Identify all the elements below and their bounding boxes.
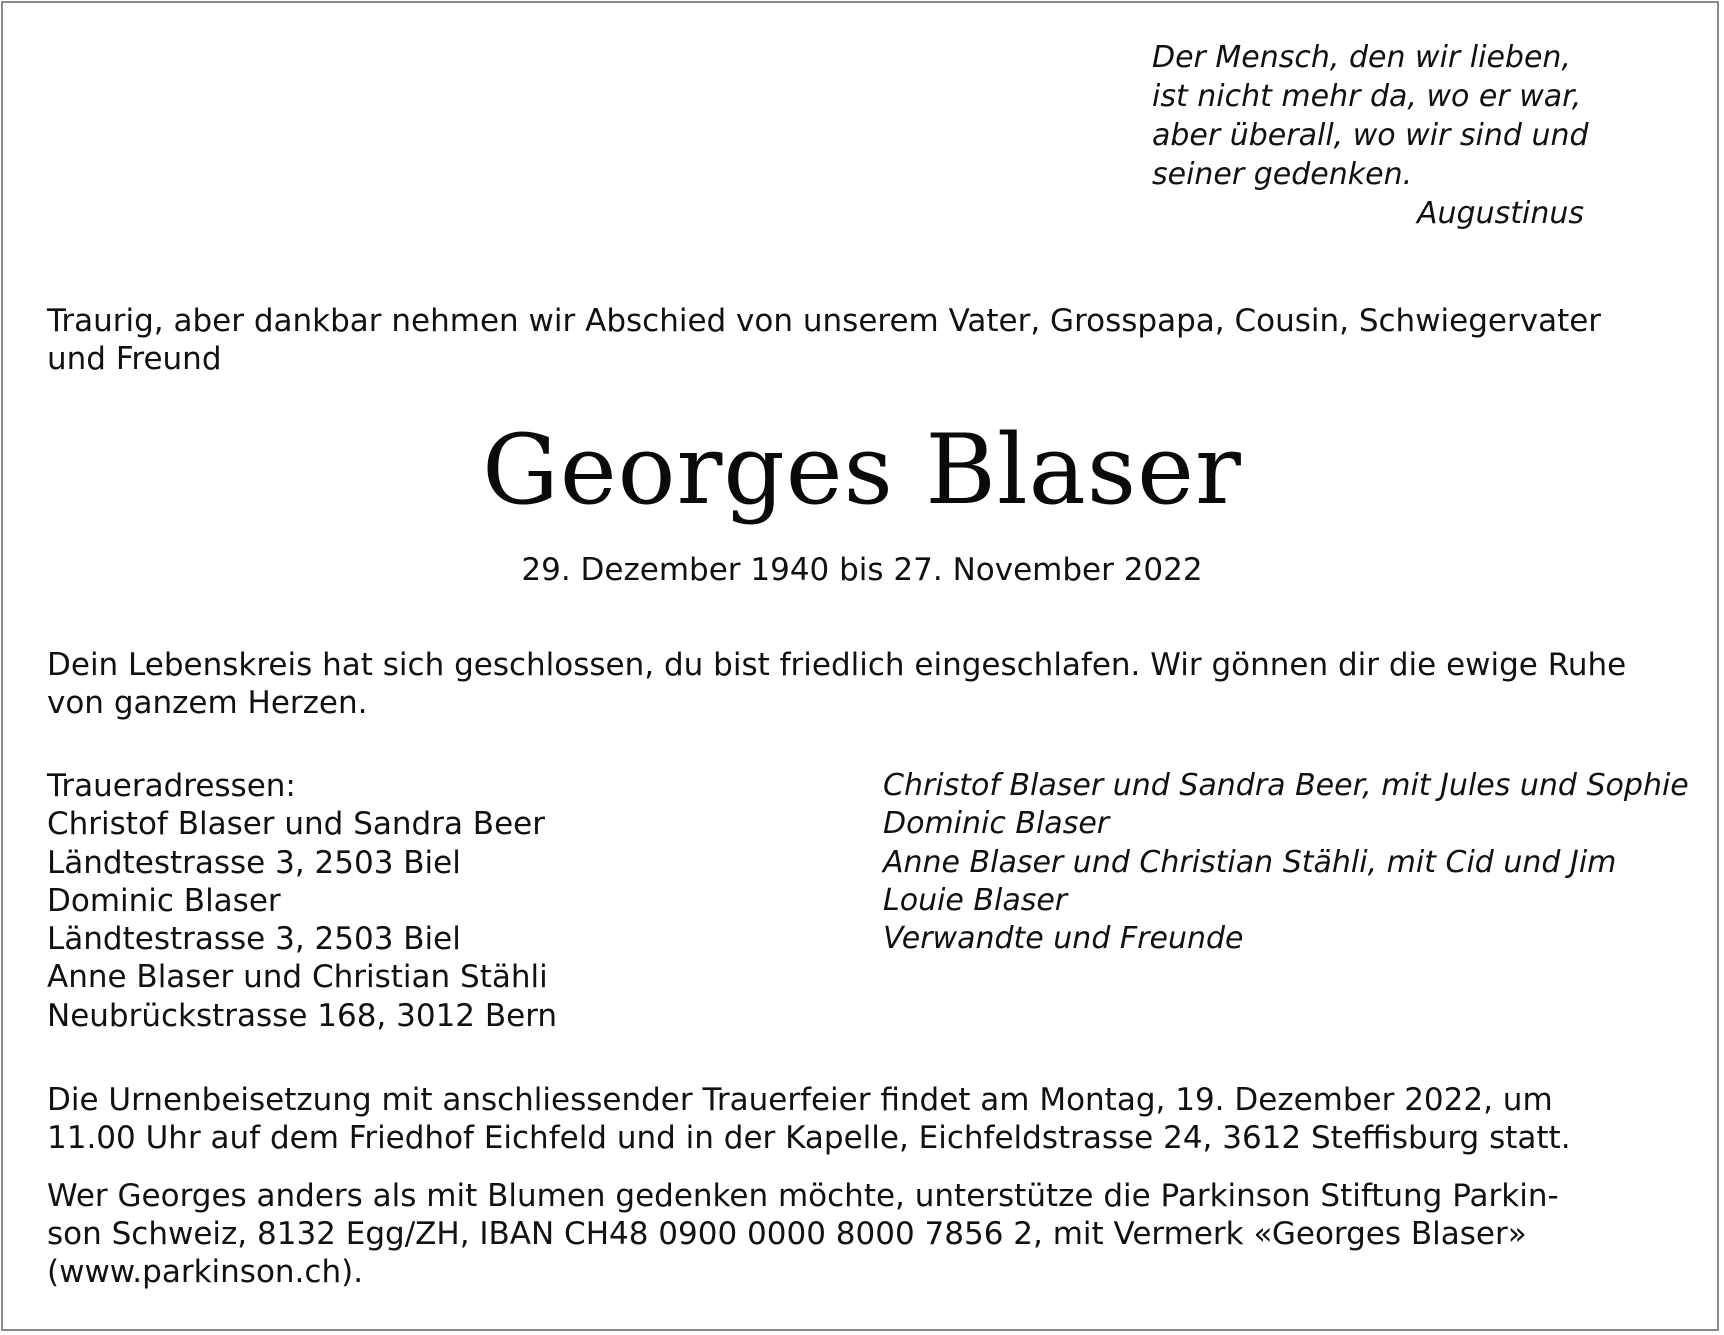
mourner-entry: Dominic Blaser xyxy=(883,806,1110,842)
address-line: Ländtestrasse 3, 2503 Biel xyxy=(47,921,461,958)
donation-line: son Schweiz, 8132 Egg/ZH, IBAN CH48 0900 0000 8000 7856 2, mit Vermerk «Georges Blaser» xyxy=(47,1216,1527,1252)
quote-line: Der Mensch, den wir lieben, xyxy=(1152,40,1571,75)
address-line: Dominic Blaser xyxy=(47,882,281,919)
address-line: Ländtestrasse 3, 2503 Biel xyxy=(47,844,461,881)
mourner-entry: Louie Blaser xyxy=(883,882,1068,918)
address-line: Neubrückstrasse 168, 3012 Bern xyxy=(47,997,558,1034)
closing-line: von ganzem Herzen. xyxy=(47,685,368,721)
quote-line: seiner gedenken. xyxy=(1152,157,1413,192)
closing-line: Dein Lebenskreis hat sich geschlossen, du bist friedlich eingeschlafen. Wir gönnen dir die ewige Ruhe xyxy=(47,647,1627,683)
donation-line: (www.parkinson.ch). xyxy=(47,1254,364,1290)
mourners-list xyxy=(883,767,1689,958)
address-line: Anne Blaser und Christian Stähli xyxy=(47,959,548,996)
intro-text xyxy=(47,302,1667,378)
intro-line: und Freund xyxy=(47,341,222,377)
donation-info xyxy=(47,1177,1667,1291)
ceremony-info xyxy=(47,1081,1667,1157)
mourner-entry: Anne Blaser und Christian Stähli, mit Cid und Jim xyxy=(883,844,1617,880)
mourner-entry: Christof Blaser und Sandra Beer, mit Jules und Sophie xyxy=(883,768,1689,803)
mourning-addresses xyxy=(47,767,827,1035)
intro-line: Traurig, aber dankbar nehmen wir Abschied von unserem Vater, Grosspapa, Cousin, Schwiegervater xyxy=(47,303,1602,339)
life-dates: 29. Dezember 1940 bis 27. November 2022 xyxy=(521,552,1203,588)
address-line: Christof Blaser und Sandra Beer xyxy=(47,806,545,843)
quote-author: Augustinus xyxy=(1417,196,1584,231)
deceased-name: Georges Blaser xyxy=(482,414,1242,526)
ceremony-line: Die Urnenbeisetzung mit anschliessender Trauerfeier findet am Montag, 19. Dezember 2022, um xyxy=(47,1082,1553,1118)
closing-words xyxy=(47,646,1667,722)
quote-line: ist nicht mehr da, wo er war, xyxy=(1152,79,1582,114)
epigraph-quote xyxy=(1152,38,1592,233)
quote-line: aber überall, wo wir sind und xyxy=(1152,118,1589,153)
mourner-entry: Verwandte und Freunde xyxy=(883,921,1244,957)
donation-line: Wer Georges anders als mit Blumen gedenken möchte, unterstütze die Parkinson Stiftung Parkin- xyxy=(47,1178,1559,1214)
ceremony-line: 11.00 Uhr auf dem Friedhof Eichfeld und in der Kapelle, Eichfeldstrasse 24, 3612 Steffisburg statt. xyxy=(47,1120,1571,1156)
addresses-heading: Traueradressen: xyxy=(47,768,296,804)
